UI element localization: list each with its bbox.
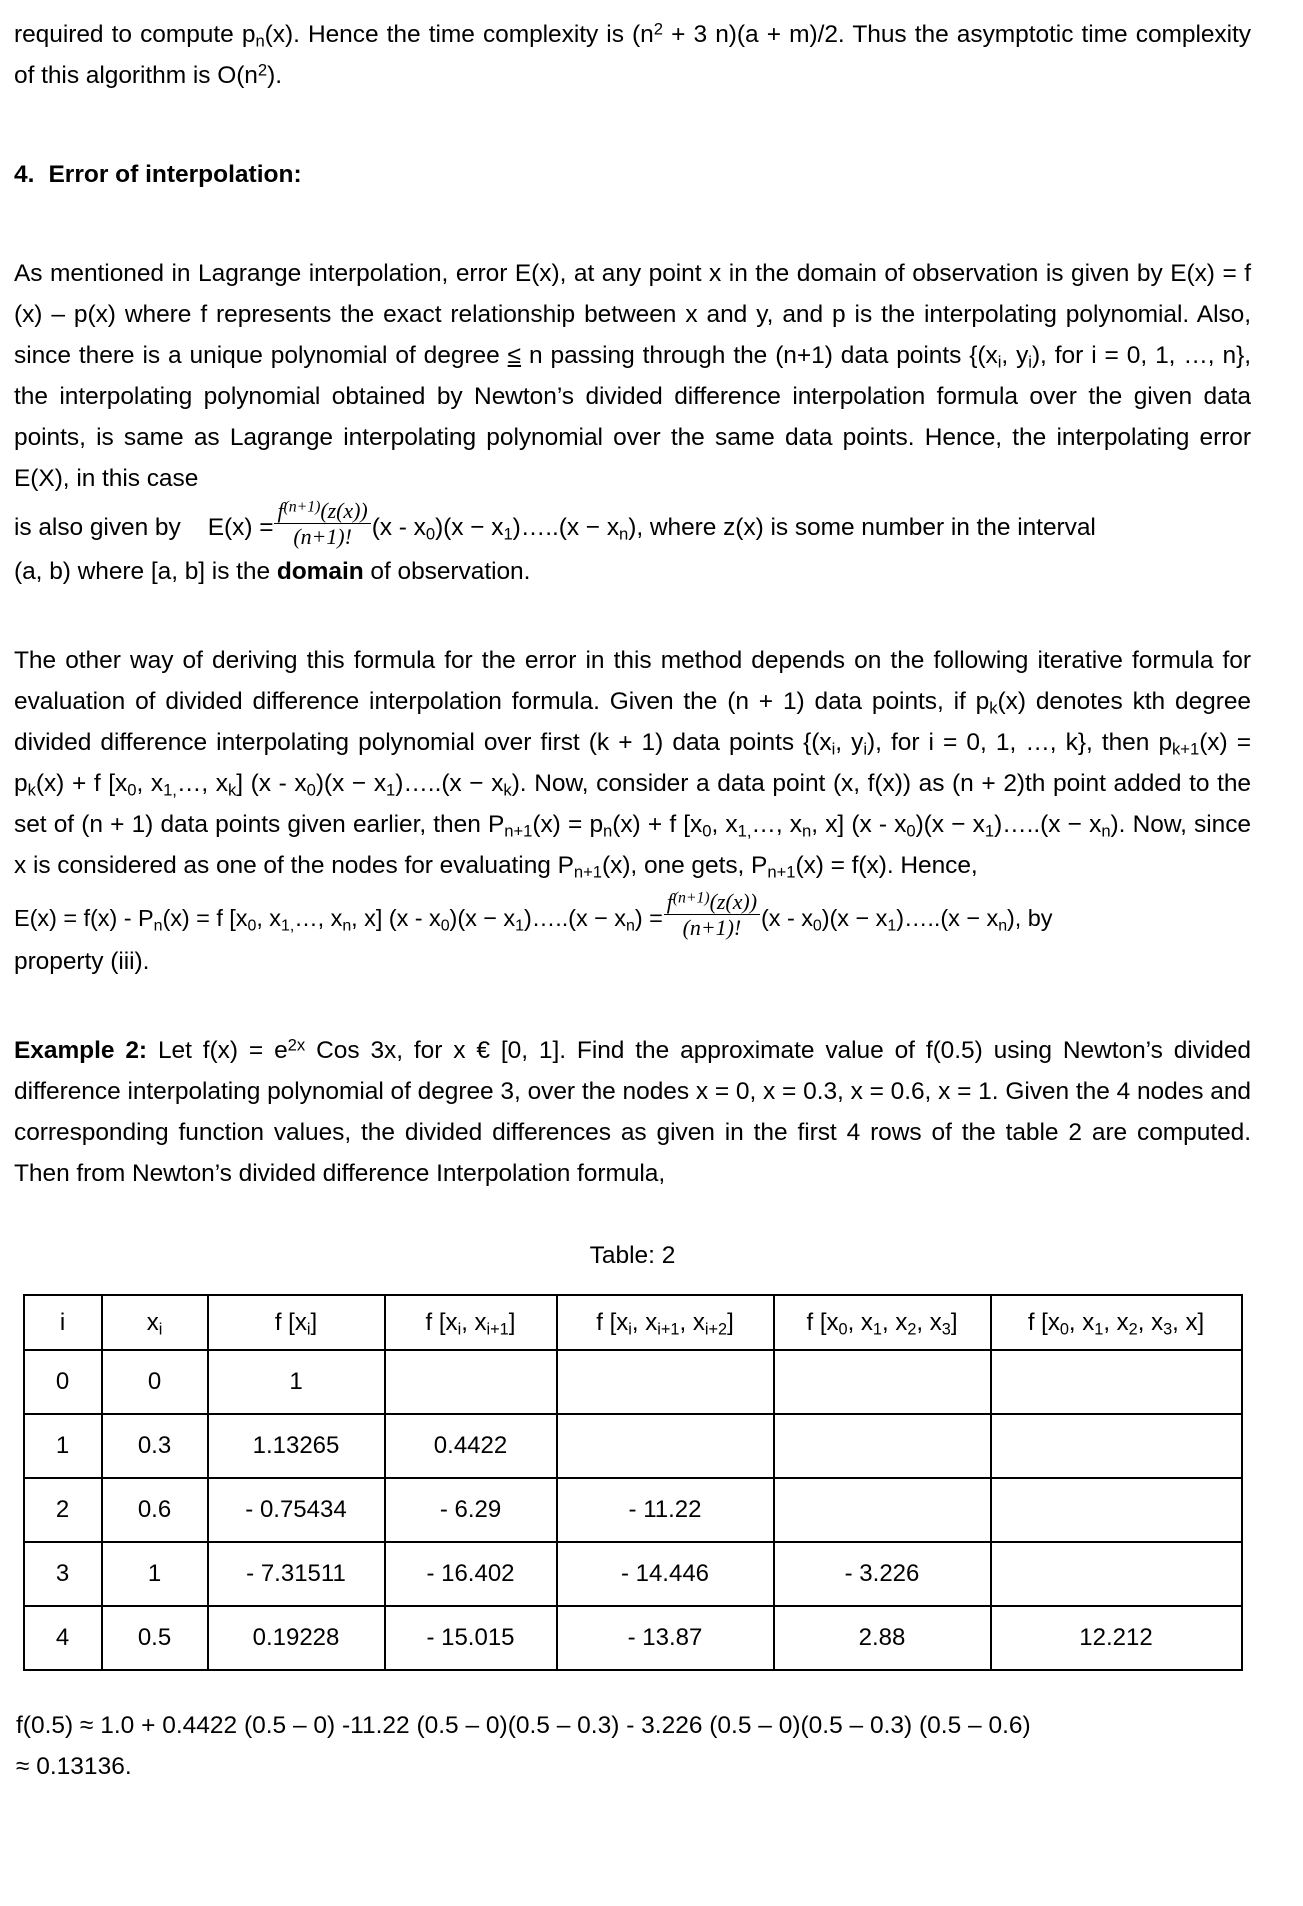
table-row	[24, 1606, 1242, 1670]
cell-xi: 1	[102, 1542, 208, 1606]
formula2-sub-1c: 1	[887, 916, 897, 934]
p4-sub-01: 0	[127, 780, 137, 800]
cell-f-xi-xi1-xi2: - 14.446	[557, 1542, 774, 1606]
heading-number: 4.	[14, 161, 35, 188]
p2-sub-i2: i	[1028, 352, 1032, 372]
cell-f-x0-x3: - 3.226	[774, 1542, 991, 1606]
p4-s8: …, x	[176, 769, 228, 797]
cell-f-x0-x3-x	[991, 1414, 1242, 1478]
formula1-sub-0: 0	[425, 524, 436, 544]
paragraph-time-complexity	[14, 14, 1251, 96]
p4-sub-k2: k+1	[1172, 739, 1200, 759]
formula2-sub-1a: 1,	[281, 916, 295, 934]
result-line-1: f(0.5) ≈ 1.0 + 0.4422 (0.5 – 0) -11.22 (0.5 – 0)(0.5 – 0.3) - 3.226 (0.5 – 0)(0.5 – 0.3) (0.5 – 0.6)	[16, 1712, 1031, 1740]
cell-f-x0-x3-x	[991, 1542, 1242, 1606]
cell-f-xi-xi1: 0.4422	[385, 1414, 557, 1478]
table-body	[24, 1295, 1242, 1670]
formula2-lhs-b: (x) = f [x	[162, 904, 248, 931]
formula1-lhs: E(x) =	[207, 513, 274, 541]
formula2-rhs-d: ), by	[1007, 904, 1053, 931]
cell-f-xi-xi1-xi2	[557, 1414, 774, 1478]
cell-i: 3	[24, 1542, 102, 1606]
formula1-rhs-b: )(x − x	[435, 513, 504, 541]
frac1-arg: (z(x))	[320, 498, 368, 523]
page-heading-error-of-interpolation	[14, 154, 1251, 195]
divided-difference-table	[23, 1294, 1243, 1671]
p4-s18: )(x − x	[915, 810, 985, 838]
formula2-sub-na: n	[342, 916, 352, 934]
cell-f-xi: 1.13265	[208, 1414, 385, 1478]
formula2-sub-n0: n	[153, 916, 163, 934]
cell-f-xi: 0.19228	[208, 1606, 385, 1670]
example-t2: Cos 3x, for x € [0, 1]. Find the approximate value of f(0.5) using Newton’s divided difference interpolating polynomial of degree 3, over the nodes x = 0, x = 0.3, x = 0.6, x = 1. Given the 4 nodes and corresponding function values, the divided differences as given in the first 4 rows of the table 2 are computed. Then from Newton’s divided difference Interpolation formula,	[14, 1037, 1252, 1188]
p4-sub-k5: k	[503, 780, 512, 800]
cell-f-xi-xi1-xi2: - 11.22	[557, 1478, 774, 1542]
cell-f-xi-xi1-xi2	[557, 1350, 774, 1414]
p4-sub-k3: k	[27, 780, 36, 800]
p4-s14: (x) + f [x	[612, 810, 703, 838]
p1-part-c: + 3 n)(a + m)/2. Thus the asymptotic time complexity of this algorithm is O(n	[14, 21, 1251, 89]
spacer	[14, 96, 1251, 154]
frac1-f: f	[277, 498, 284, 523]
cell-f-x0-x3	[774, 1350, 991, 1414]
p4-s13: (x) = p	[532, 810, 604, 838]
p4-sub-n2: n	[603, 821, 613, 841]
p4-s10: )(x − x	[315, 769, 387, 797]
cell-i: 0	[24, 1350, 102, 1414]
table-header-f-x0-x1-x2-x3-x: f [$x_0$, $x_1$, $x_2$, $x_3$, x]	[991, 1295, 1242, 1350]
cell-i: 4	[24, 1606, 102, 1670]
cell-f-x0-x3	[774, 1478, 991, 1542]
paragraph-property-iii: property (iii).	[14, 948, 150, 976]
frac2-f: f	[666, 888, 673, 914]
cell-xi: 0.6	[102, 1478, 208, 1542]
formula2-lhs-c: , x	[256, 904, 281, 931]
p1-part-b: (x). Hence the time complexity is (n	[264, 21, 654, 48]
p4-sub-i2: i	[863, 739, 867, 759]
formula1-rhs-a: (x - x	[371, 513, 426, 541]
fraction-denominator: (n+1)!	[664, 914, 760, 939]
formula2-sub-0b: 0	[440, 916, 450, 934]
less-than-or-equal-symbol: ≤	[507, 342, 522, 369]
p4-sub-i1: i	[831, 739, 836, 759]
cell-f-xi-xi1: - 16.402	[385, 1542, 557, 1606]
formula2-sub-0c: 0	[812, 916, 822, 934]
cell-f-xi-xi1-xi2: - 13.87	[557, 1606, 774, 1670]
p4-sub-02: 0	[306, 780, 316, 800]
table-header-f-xi-xi1-xi2: f [$x_i$, $x_{i+1}$, $x_{i+2}$]	[557, 1295, 774, 1350]
formula-error-lagrange	[14, 498, 1251, 551]
table-header-i: i	[24, 1295, 102, 1350]
p4-s22: (x) = f(x). Hence,	[795, 851, 978, 879]
p4-sub-04: 0	[906, 821, 916, 841]
cell-f-xi: 1	[208, 1350, 385, 1414]
formula2-sub-nc: n	[998, 916, 1008, 934]
fraction-derivative-over-factorial-2	[664, 890, 760, 940]
frac2-order: (n+1)	[672, 888, 710, 906]
p4-sub-n5: n+1	[573, 862, 603, 882]
cell-f-x0-x3: 2.88	[774, 1606, 991, 1670]
table-header-f-xi: f $[x_i]$	[208, 1295, 385, 1350]
cell-f-x0-x3	[774, 1414, 991, 1478]
p4-sub-11: 1,	[163, 780, 177, 800]
p4-s4: ), for i = 0, 1, …, k}, then p	[867, 728, 1173, 756]
table-row	[24, 1478, 1242, 1542]
formula2-lhs: E(x) = f(x) - P	[14, 904, 154, 931]
formula2-lhs-g: )…..(x − x	[523, 904, 626, 931]
cell-f-xi-xi1: - 15.015	[385, 1606, 557, 1670]
p4-s19: )…..(x − x	[994, 810, 1102, 838]
paragraph-example-2	[14, 1030, 1251, 1194]
spacer	[14, 592, 1251, 640]
formula2-rhs-b: )(x − x	[821, 904, 888, 931]
formula2-sub-nb: n	[625, 916, 635, 934]
cell-xi: 0.3	[102, 1414, 208, 1478]
p4-s3: , y	[835, 728, 864, 756]
formula1-lead: is also given by	[14, 513, 181, 541]
example-t1: Let f(x) = e	[147, 1037, 288, 1065]
fraction-numerator	[274, 499, 370, 523]
cell-f-xi: - 0.75434	[208, 1478, 385, 1542]
formula2-lhs-d: …, x	[294, 904, 343, 931]
frac1-order: (n+1)	[283, 498, 321, 516]
table-header-xi: $x_i$	[102, 1295, 208, 1350]
p4-sub-13: 1,	[737, 821, 752, 841]
cell-i: 2	[24, 1478, 102, 1542]
p4-sub-k1: k	[989, 698, 998, 718]
example-sup-2x: 2x	[287, 1035, 306, 1055]
p1-sub-n: n	[255, 31, 265, 51]
formula2-lhs-f: )(x − x	[449, 904, 516, 931]
p3-post: of observation.	[363, 557, 531, 585]
cell-f-xi-xi1	[385, 1350, 557, 1414]
formula2-lhs-e: , x] (x - x	[351, 904, 441, 931]
p3-bold-domain: domain	[276, 557, 364, 585]
p4-s11: )…..(x − x	[395, 769, 504, 797]
paragraph-domain-observation	[14, 551, 1251, 592]
cell-f-xi: - 7.31511	[208, 1542, 385, 1606]
spacer	[14, 982, 1251, 1030]
example-label: Example 2:	[14, 1037, 148, 1065]
p4-s16: …, x	[751, 810, 803, 838]
table-row	[24, 1414, 1242, 1478]
p4-sub-n3: n	[802, 821, 812, 841]
table-row	[24, 1350, 1242, 1414]
formula1-rhs-c: )…..(x − x	[512, 513, 620, 541]
cell-f-xi-xi1: - 6.29	[385, 1478, 557, 1542]
p3-pre: (a, b) where [a, b] is the	[14, 557, 277, 585]
formula2-rhs-a: (x - x	[760, 904, 813, 931]
p4-s21: (x), one gets, P	[602, 851, 768, 879]
formula2-sub-1b: 1	[515, 916, 524, 934]
p1-part-a: required to compute p	[14, 21, 256, 48]
p4-s2: (x) denotes kth degree divided difference interpolating polynomial over first (k + 1) data points {(x	[14, 687, 1251, 756]
paragraph-iterative-derivation	[14, 640, 1251, 886]
p1-sup-2a: 2	[653, 19, 663, 39]
p4-sub-n4: n	[1101, 821, 1111, 841]
spacer	[14, 195, 1251, 253]
table-header-row	[24, 1295, 1242, 1350]
table-header-f-x0-x1-x2-x3: f [$x_0$, $x_1$, $x_2$, $x_3$]	[774, 1295, 991, 1350]
formula2-sub-0a: 0	[247, 916, 257, 934]
heading-text: Error of interpolation:	[48, 161, 302, 188]
p4-s5: (x) = p	[14, 728, 1251, 797]
p4-sub-12: 1	[386, 780, 396, 800]
cell-f-x0-x3-x	[991, 1478, 1242, 1542]
p2-line-c: , y	[1001, 342, 1029, 369]
table-row	[24, 1542, 1242, 1606]
spacer	[14, 1194, 1251, 1236]
fraction-numerator	[664, 890, 760, 914]
fraction-derivative-over-factorial	[274, 499, 370, 549]
p1-part-d: ).	[267, 62, 282, 89]
table-header-f-xi-xi1: f [$x_i$, $x_{i+1}$]	[385, 1295, 557, 1350]
p4-sub-n6: n+1	[767, 862, 796, 882]
cell-f-x0-x3-x: 12.212	[991, 1606, 1242, 1670]
cell-f-x0-x3-x	[991, 1350, 1242, 1414]
p4-s12: ). Now, consider a data point (x, f(x)) as (n + 2)th point added to the set of (n + 1) data points given earlier, then P	[14, 769, 1251, 838]
p4-sub-k4: k	[227, 780, 237, 800]
cell-xi: 0.5	[102, 1606, 208, 1670]
p2-line-d: ), for i = 0, 1, …, n}, the interpolating polynomial obtained by Newton’s divided difference interpolation formula over the given data points, is same as Lagrange interpolating polynomial over the same data points. Hence, the interpolating error E(X), in this case	[14, 342, 1251, 492]
p4-sub-03: 0	[702, 821, 712, 841]
formula2-rhs-c: )…..(x − x	[896, 904, 999, 931]
formula1-sub-n: n	[619, 524, 629, 544]
p4-s9: ] (x - x	[236, 769, 307, 797]
result-line-2: ≈ 0.13136.	[16, 1753, 132, 1781]
p4-s1: The other way of deriving this formula for the error in this method depends on the following iterative formula for evaluation of divided difference interpolation formula. Given the (n + 1) data points, if p	[14, 646, 1251, 715]
p4-s20: ). Now, since x is considered as one of the nodes for evaluating P	[14, 810, 1252, 879]
p2-line-b: n passing through the (n+1) data points {(x	[521, 342, 998, 369]
formula-error-newton	[14, 888, 1251, 942]
p4-s6: (x) + f [x	[35, 769, 128, 797]
p2-line-a: As mentioned in Lagrange interpolation, error E(x), at any point x in the domain of observation is given by E(x) = f (x) – p(x) where f represents the exact relationship between x and y, and p is the interpolating polynomial. Also, since there is a unique polynomial of degree	[14, 260, 1251, 369]
p4-sub-14: 1	[984, 821, 995, 841]
p4-s7: , x	[136, 769, 164, 797]
p4-sub-n1: n+1	[504, 821, 533, 841]
fraction-denominator: (n+1)!	[274, 523, 370, 548]
formula2-lhs-h: ) =	[634, 904, 663, 931]
p2-sub-i1: i	[997, 352, 1002, 372]
cell-i: 1	[24, 1414, 102, 1478]
cell-xi: 0	[102, 1350, 208, 1414]
paragraph-lagrange-error	[14, 253, 1251, 499]
frac2-arg: (z(x))	[709, 888, 757, 914]
formula1-rhs-d: ), where z(x) is some number in the interval	[628, 513, 1096, 541]
p4-s15: , x	[711, 810, 738, 838]
formula1-sub-1: 1	[503, 524, 513, 544]
result-block	[14, 1705, 1251, 1787]
p4-s17: , x] (x - x	[811, 810, 907, 838]
table-caption: Table: 2	[589, 1242, 676, 1270]
p1-sup-2b: 2	[257, 60, 268, 80]
